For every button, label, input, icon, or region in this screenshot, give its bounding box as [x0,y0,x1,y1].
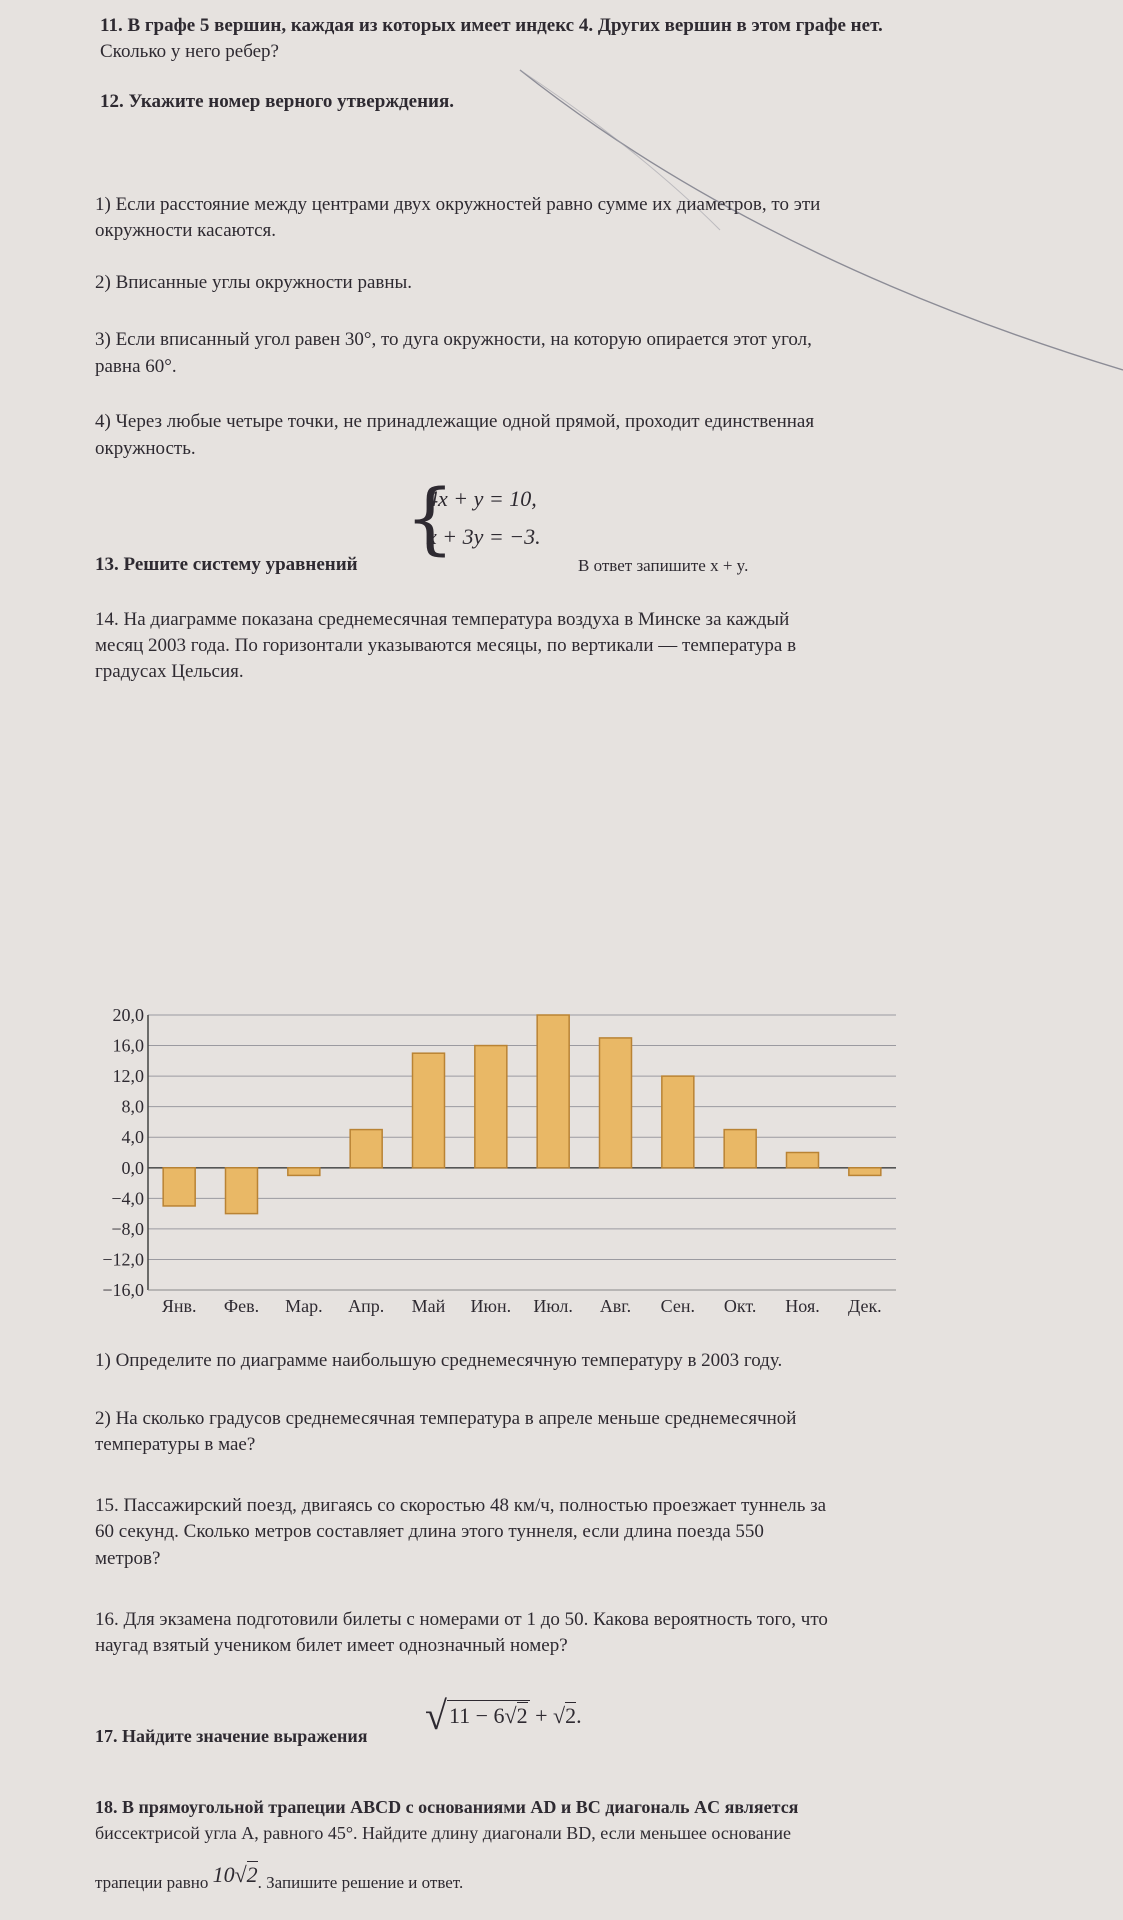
x-tick-label: Июн. [470,1296,512,1316]
bar-8 [600,1038,632,1168]
q16-line1: 16. Для экзамена подготовили билеты с номерами от 1 до 50. Какова вероятность того, что [95,1609,828,1630]
q13-answer-instruction: В ответ запишите x + y. [578,556,749,575]
x-tick-label: Фев. [223,1296,260,1316]
y-tick-label: 16,0 [112,1035,144,1056]
bar-1 [163,1168,195,1206]
y-tick-label: −4,0 [111,1188,144,1209]
y-tick-label: −12,0 [102,1249,144,1270]
q12-statement-3-line2: равна 60°. [95,356,177,377]
q12-statement-4-line1: 4) Через любые четыре точки, не принадлежащие одной прямой, проходит единственная [95,411,815,432]
bar-6 [475,1046,507,1168]
x-tick-label: Авг. [599,1296,632,1316]
q15-line1: 15. Пассажирский поезд, двигаясь со скоростью 48 км/ч, полностью проезжает туннель за [95,1495,827,1516]
x-tick-label: Ноя. [785,1296,820,1316]
bar-11 [787,1153,819,1168]
bar-4 [350,1130,382,1168]
x-tick-label: Янв. [161,1296,197,1316]
q14-subquestion-2-line2: температуры в мае? [95,1434,256,1455]
q12-statement-2: 2) Вписанные углы окружности равны. [95,272,413,293]
x-tick-label: Сен. [660,1296,696,1316]
y-tick-label: −8,0 [111,1218,144,1239]
q18-line3-end: . Запишите решение и ответ. [257,1873,464,1892]
q16-line2: наугад взятый учеником билет имеет однозначный номер? [95,1635,568,1656]
bar-9 [662,1076,694,1168]
expression-end: . [576,1703,582,1728]
q11-line1: 11. В графе 5 вершин, каждая из которых имеет индекс 4. Других вершин в этом графе нет. [100,15,883,36]
x-tick-label: Окт. [723,1296,757,1316]
inner-radicand: 2 [516,1703,528,1728]
q18-line3-start: трапеции равно [95,1873,209,1892]
q18-value-radicand: 2 [246,1862,258,1887]
q13-equation-1: 4x + y = 10, [427,486,537,511]
q15-line3: метров? [95,1548,161,1569]
bar-10 [724,1130,756,1168]
q18-value: 10√2 [212,1862,258,1887]
q12-statement-1-line2: окружности касаются. [95,220,277,241]
y-tick-label: −16,0 [102,1280,144,1300]
radicand-text: 11 − 6 [448,1703,505,1728]
bar-2 [226,1168,258,1214]
bar-3 [288,1168,320,1176]
x-tick-label: Мар. [285,1296,323,1316]
q14-subquestion-2-line1: 2) На сколько градусов среднемесячная температура в апреле меньше среднемесячной [95,1408,797,1429]
x-tick-label: Апр. [348,1296,385,1316]
q12-title: 12. Укажите номер верного утверждения. [100,91,455,112]
y-tick-label: 4,0 [121,1127,144,1148]
inner-radical-sign: √ [504,1703,517,1728]
bar-5 [413,1053,445,1168]
q15-line2: 60 секунд. Сколько метров составляет длина этого туннеля, если длина поезда 550 [95,1521,764,1542]
q12-statement-4-line2: окружность. [95,438,196,459]
bar-7 [537,1015,569,1168]
second-radicand: 2 [565,1703,577,1728]
q13-label: 13. Решите систему уравнений [95,554,358,575]
q17-expression [425,1692,582,1739]
y-tick-label: 8,0 [121,1096,144,1117]
q14-line1: 14. На диаграмме показана среднемесячная температура воздуха в Минске за каждый [95,609,790,630]
y-tick-label: 12,0 [112,1066,144,1087]
q18-line3 [95,1862,463,1896]
y-tick-label: 20,0 [112,1005,144,1025]
system-brace: { [405,474,455,564]
x-tick-label: Май [411,1296,446,1316]
radical-sign: √ [425,1693,447,1738]
q18-line2: биссектрисой угла A, равного 45°. Найдите длину диагонали BD, если меньшее основание [95,1823,791,1843]
y-tick-label: 0,0 [121,1157,144,1178]
q14-subquestion-1: 1) Определите по диаграмме наибольшую среднемесячную температуру в 2003 году. [95,1350,783,1371]
q14-line3: градусах Цельсия. [95,661,244,682]
q12-statement-1-line1: 1) Если расстояние между центрами двух окружностей равно сумме их диаметров, то эти [95,194,821,215]
second-radical-sign: √ [553,1703,566,1728]
q17-label: 17. Найдите значение выражения [95,1726,368,1746]
x-tick-label: Дек. [847,1296,882,1316]
q11-line2: Сколько у него ребер? [100,41,279,62]
q12-statement-3-line1: 3) Если вписанный угол равен 30°, то дуга окружности, на которую опирается этот угол, [95,329,812,350]
x-tick-label: Июл. [533,1296,573,1316]
q13-equation-2: x + 3y = −3. [427,524,541,549]
plus-sign: + [529,1703,554,1728]
q18-line1: 18. В прямоугольной трапеции ABCD с основаниями AD и BC диагональ AC является [95,1797,799,1817]
q18-value-number: 10 [212,1862,235,1887]
q14-line2: месяц 2003 года. По горизонтали указываются месяцы, по вертикали — температура в [95,635,797,656]
bar-12 [849,1168,881,1176]
